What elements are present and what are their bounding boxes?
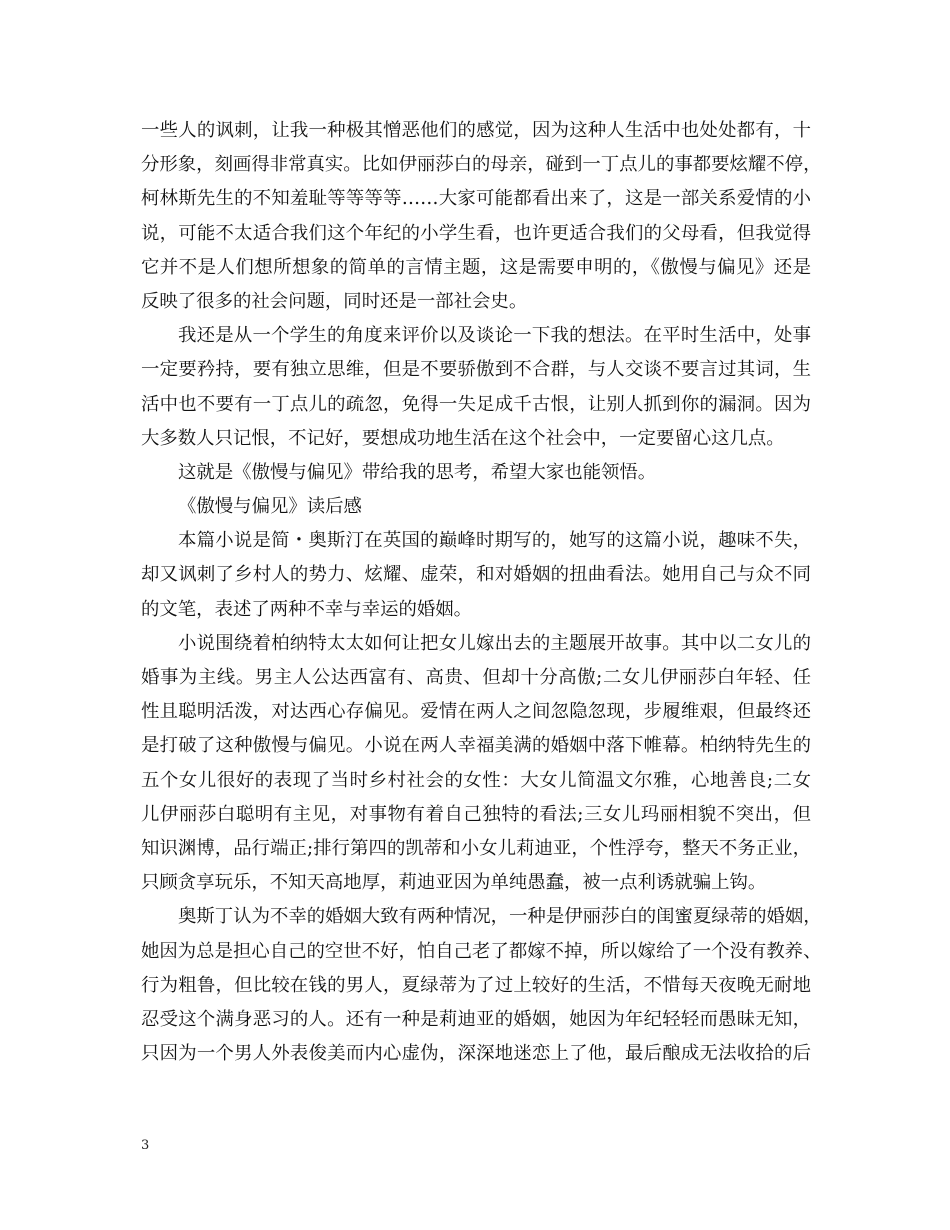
text-line: 反映了很多的社会问题，同时还是一部社会史。 bbox=[141, 290, 528, 312]
text-line: 我还是从一个学生的角度来评价以及谈论一下我的想法。在平时生活中，处事 bbox=[178, 325, 811, 347]
text-line: 一定要矜持，要有独立思维，但是不要骄傲到不合群，与人交谈不要言过其词，生 bbox=[141, 359, 811, 381]
text-line: 说，可能不太适合我们这个年纪的小学生看，也许更适合我们的父母看，但我觉得 bbox=[141, 222, 811, 244]
page-number: 3 bbox=[141, 1138, 150, 1153]
text-line: 她因为总是担心自己的空世不好，怕自己老了都嫁不掉，所以嫁给了一个没有教养、 bbox=[141, 940, 822, 962]
text-line: 活中也不要有一丁点儿的疏忽，免得一失足成千古恨，让别人抓到你的漏洞。因为 bbox=[141, 393, 811, 415]
text-line: 分形象，刻画得非常真实。比如伊丽莎白的母亲，碰到一丁点儿的事都要炫耀不停， bbox=[141, 154, 822, 176]
text-line: 却又讽刺了乡村人的势力、炫耀、虚荣，和对婚姻的扭曲看法。她用自己与众不同 bbox=[141, 564, 811, 586]
body-text bbox=[141, 114, 822, 1071]
text-line: 这就是《傲慢与偏见》带给我的思考，希望大家也能领悟。 bbox=[178, 461, 657, 483]
text-line: 本篇小说是简・奥斯汀在英国的巅峰时期写的，她写的这篇小说，趣味不失， bbox=[178, 530, 811, 552]
text-line: 是打破了这种傲慢与偏见。小说在两人幸福美满的婚姻中落下帷幕。柏纳特先生的 bbox=[141, 735, 811, 757]
text-line: 婚事为主线。男主人公达西富有、高贵、但却十分高傲;二女儿伊丽莎白年轻、任 bbox=[141, 667, 811, 688]
text-line: 性且聪明活泼，对达西心存偏见。爱情在两人之间忽隐忽现，步履维艰，但最终还 bbox=[141, 701, 811, 723]
text-line: 柯林斯先生的不知羞耻等等等等……大家可能都看出来了，这是一部关系爱情的小 bbox=[141, 188, 811, 210]
text-line: 行为粗鲁，但比较在钱的男人，夏绿蒂为了过上较好的生活，不惜每天夜晚无耐地 bbox=[141, 974, 811, 996]
text-line: 它并不是人们想所想象的简单的言情主题，这是需要申明的，《傲慢与偏见》还是 bbox=[141, 256, 811, 278]
text-line: 《傲慢与偏见》读后感 bbox=[178, 496, 362, 518]
text-line: 五个女儿很好的表现了当时乡村社会的女性：大女儿简温文尔雅，心地善良;二女 bbox=[141, 769, 811, 791]
text-line: 只因为一个男人外表俊美而内心虚伪，深深地迷恋上了他，最后酿成无法收拾的后 bbox=[141, 1043, 811, 1065]
text-line: 小说围绕着柏纳特太太如何让把女儿嫁出去的主题展开故事。其中以二女儿的 bbox=[178, 632, 811, 654]
text-line: 儿伊丽莎白聪明有主见，对事物有着自己独特的看法;三女儿玛丽相貌不突出，但 bbox=[141, 803, 811, 825]
text-line: 忍受这个满身恶习的人。还有一种是莉迪亚的婚姻，她因为年纪轻轻而愚昧无知， bbox=[141, 1008, 811, 1030]
text-line: 只顾贪享玩乐，不知天高地厚，莉迪亚因为单纯愚蠢，被一点利诱就骗上钩。 bbox=[141, 872, 767, 894]
text-line: 奥斯丁认为不幸的婚姻大致有两种情况，一种是伊丽莎白的闺蜜夏绿蒂的婚姻， bbox=[178, 906, 822, 928]
text-line: 的文笔，表述了两种不幸与幸运的婚姻。 bbox=[141, 598, 473, 620]
text-line: 知识渊博，品行端正;排行第四的凯蒂和小女儿莉迪亚，个性浮夸，整天不务正业， bbox=[141, 837, 811, 859]
text-line: 一些人的讽刺，让我一种极其憎恶他们的感觉，因为这种人生活中也处处都有，十 bbox=[141, 120, 811, 141]
text-line: 大多数人只记恨，不记好，要想成功地生活在这个社会中，一定要留心这几点。 bbox=[141, 427, 785, 449]
